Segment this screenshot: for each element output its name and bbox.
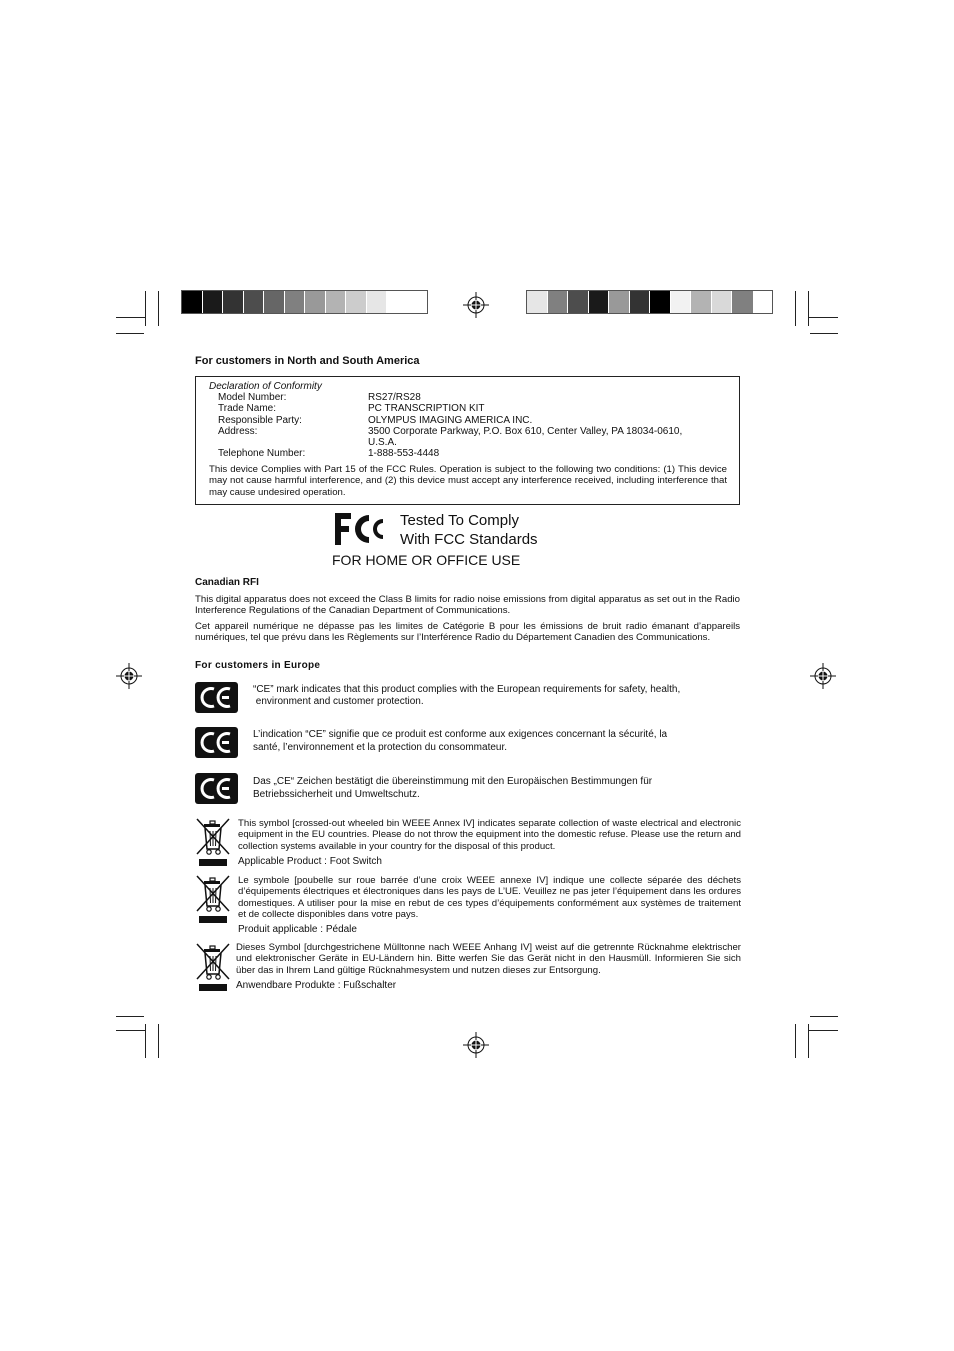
ce-text-en-line2: environment and customer protection. (253, 696, 424, 707)
ce-text-fr-line2: santé, l’environnement et la protection du consommateur. (253, 742, 508, 753)
weee-bin-icon (195, 817, 231, 867)
color-bar-left (181, 290, 428, 314)
fcc-logo-icon (333, 511, 385, 547)
declaration-title: Declaration of Conformity (209, 381, 322, 392)
color-swatch (203, 291, 224, 313)
ce-text-en-line1: “CE” mark indicates that this product complies with the European requirements for safety, health, (253, 684, 681, 695)
canada-text-fr: Cet appareil numérique ne dépasse pas les limites de Catégorie B pour les émissions de bruit radio émanant d’appareils numériques, tel que prévu dans les Règlements sur l’Interférence Radio du Département Canadien des Communications. (195, 621, 740, 644)
ce-text-de-line2: Betriebssicherheit und Umweltschutz. (253, 789, 420, 800)
row-value: OLYMPUS IMAGING AMERICA INC. (368, 415, 533, 426)
color-bar-right (526, 290, 773, 314)
ce-mark-icon (195, 727, 238, 758)
row-label: Telephone Number: (218, 448, 306, 459)
row-value: PC TRANSCRIPTION KIT (368, 403, 485, 414)
registration-mark-icon (463, 1032, 489, 1058)
registration-mark-icon (116, 663, 142, 689)
ce-text-de-line1: Das „CE“ Zeichen bestätigt die übereinstimmung mit den Europäischen Bestimmungen für (253, 776, 653, 787)
row-label: Address: (218, 426, 258, 437)
weee-text-fr: Le symbole [poubelle sur roue barrée d’une croix WEEE annexe IV] indique une collecte séparée des déchets d’équipements électriques et électroniques dans les pays de L’UE. Veuillez ne pas jeter l’équipement dans les ordures domestiques. A utiliser pour la mise en rebut de ces types d’équipements conformément aux systèmes de traitement et de collecte disponibles dans votre pays. (238, 875, 741, 920)
ce-text-fr-line1: L’indication “CE” signifie que ce produit est conforme aux exigences concernant la sécurité, la (253, 729, 668, 740)
row-label: Model Number: (218, 392, 287, 403)
weee-product-fr: Produit applicable : Pédale (238, 924, 357, 935)
color-swatch (671, 291, 692, 313)
color-swatch (732, 291, 753, 313)
row-value: 1-888-553-4448 (368, 448, 440, 459)
fcc-compliance-text: This device Complies with Part 15 of the FCC Rules. Operation is subject to the following two conditions: (1) This device may not cause harmful interference, and (2) this device must accept any interference received, including interference that may cause undesired operation. (209, 464, 727, 498)
fcc-use-line: FOR HOME OR OFFICE USE (332, 552, 521, 568)
color-swatch (712, 291, 733, 313)
color-swatch (305, 291, 326, 313)
row-label: Trade Name: (218, 403, 276, 414)
color-swatch (244, 291, 265, 313)
color-swatch (264, 291, 285, 313)
section-heading-canada: Canadian RFI (195, 577, 259, 588)
row-label: Responsible Party: (218, 415, 302, 426)
color-swatch (527, 291, 548, 313)
color-swatch (223, 291, 244, 313)
color-swatch (346, 291, 367, 313)
color-swatch (589, 291, 610, 313)
color-swatch (387, 291, 408, 313)
row-value: RS27/RS28 (368, 392, 421, 403)
color-swatch (568, 291, 589, 313)
color-swatch (285, 291, 306, 313)
color-swatch (691, 291, 712, 313)
weee-text-en: This symbol [crossed-out wheeled bin WEEE Annex IV] indicates separate collection of waste electrical and electronic equipment in the EU countries. Please do not throw the equipment into the domestic refuse. Please use the return and collection systems available in your country for the disposal of this product. (238, 818, 741, 852)
registration-mark-icon (810, 663, 836, 689)
section-heading-americas: For customers in North and South America (195, 355, 420, 367)
color-swatch (650, 291, 671, 313)
weee-product-en: Applicable Product : Foot Switch (238, 856, 382, 867)
weee-text-de: Dieses Symbol [durchgestrichene Mülltonne nach WEEE Anhang IV] weist auf die getrennte Rücknahme elektrischer und elektronischer Geräte in EU-Ländern hin. Bitte werfen Sie das Gerät nicht in den Hausmüll. Informieren Sie sich über das in Ihrem Land gültige Rücknahmesystem und nutzen dieses zur Entsorgung. (236, 942, 741, 976)
color-swatch (182, 291, 203, 313)
row-value-continued: U.S.A. (368, 437, 397, 448)
weee-bin-icon (195, 942, 231, 992)
section-heading-europe: For customers in Europe (195, 660, 321, 671)
color-swatch (367, 291, 388, 313)
weee-bin-icon (195, 874, 231, 924)
row-value: 3500 Corporate Parkway, P.O. Box 610, Center Valley, PA 18034-0610, (368, 426, 683, 437)
fcc-standards-line: With FCC Standards (400, 531, 538, 548)
color-swatch (548, 291, 569, 313)
color-swatch (609, 291, 630, 313)
color-swatch (630, 291, 651, 313)
registration-mark-icon (463, 292, 489, 318)
ce-mark-icon (195, 773, 238, 804)
ce-mark-icon (195, 682, 238, 713)
color-swatch (326, 291, 347, 313)
fcc-tested-line: Tested To Comply (400, 512, 519, 529)
canada-text-en: This digital apparatus does not exceed the Class B limits for radio noise emissions from digital apparatus as set out in the Radio Interference Regulations of the Canadian Department of Communications. (195, 594, 740, 617)
weee-product-de: Anwendbare Produkte : Fußschalter (236, 980, 397, 991)
